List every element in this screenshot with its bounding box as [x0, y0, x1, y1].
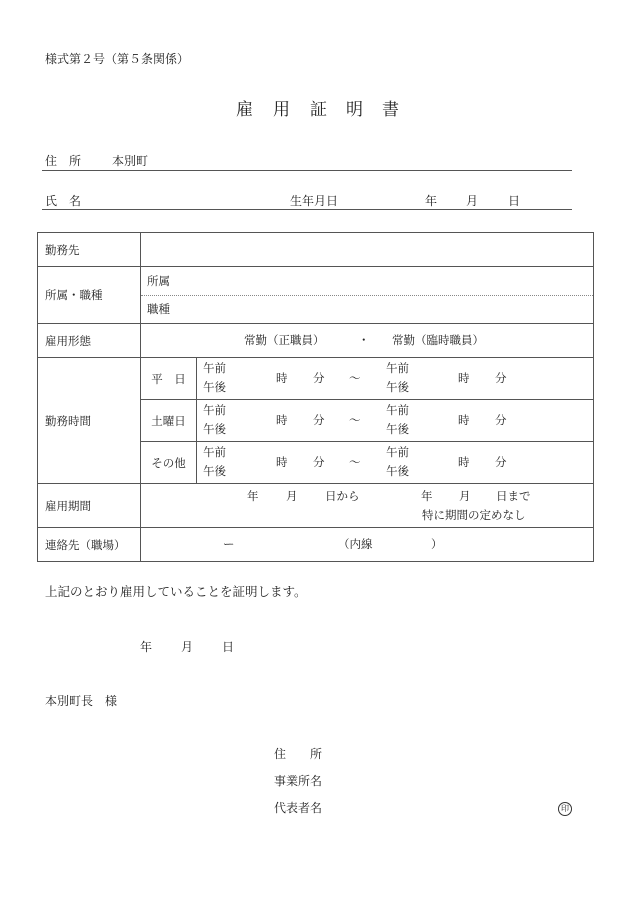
start-hour-label: 時	[276, 371, 288, 385]
certification-statement: 上記のとおり雇用していることを証明します。	[45, 584, 307, 599]
birth-year-label: 年	[425, 194, 438, 208]
extension-label: （内線	[338, 537, 373, 551]
start-am-label: 午前	[203, 361, 226, 375]
birth-day-label: 日	[508, 194, 521, 208]
workplace-label: 勤務先	[38, 233, 141, 267]
weekday-label: 平 日	[141, 358, 197, 400]
title-char: 雇	[236, 100, 253, 120]
address-value[interactable]: 本別町	[112, 154, 149, 168]
employment-period-label: 雇用期間	[38, 484, 141, 528]
title-char: 明	[346, 100, 363, 120]
employment-type-label: 雇用形態	[38, 324, 141, 358]
birth-month-label: 月	[466, 194, 479, 208]
employment-type-field[interactable]	[141, 324, 594, 358]
cert-month-label: 月	[181, 640, 194, 654]
employer-office-label: 事業所名	[274, 774, 323, 788]
cert-year-label: 年	[140, 640, 153, 654]
birthdate-label: 生年月日	[290, 194, 339, 208]
start-hour-label: 時	[276, 413, 288, 427]
employment-period-row	[38, 484, 594, 528]
address-underline	[42, 170, 572, 171]
title-char: 用	[273, 100, 290, 120]
workplace-contact-field[interactable]	[141, 528, 594, 562]
period-end-year: 年	[421, 489, 433, 503]
end-minute-label: 分	[495, 371, 507, 385]
regular-staff-option[interactable]: 常勤（正職員）	[244, 333, 325, 347]
option-separator: ・	[358, 333, 370, 347]
start-minute-label: 分	[313, 455, 325, 469]
start-pm-label: 午後	[203, 464, 226, 478]
other-hours-field[interactable]	[197, 442, 594, 484]
workplace-contact-label: 連絡先（職場）	[38, 528, 141, 562]
job-type-label: 職種	[147, 302, 170, 316]
employer-address-label: 住 所	[274, 747, 323, 761]
address-label: 住 所	[45, 154, 82, 168]
saturday-hours-field[interactable]	[197, 400, 594, 442]
affiliation-label: 所属・職種	[38, 267, 141, 324]
end-am-label: 午前	[386, 361, 409, 375]
start-pm-label: 午後	[203, 422, 226, 436]
start-am-label: 午前	[203, 445, 226, 459]
period-start-year: 年	[247, 489, 259, 503]
addressee: 本別町長 様	[45, 694, 118, 708]
cert-day-label: 日	[222, 640, 235, 654]
affiliation-divider	[141, 295, 593, 296]
seal-mark-icon: 印	[558, 802, 572, 816]
form-number: 様式第２号（第５条関係）	[45, 52, 190, 66]
phone-dash: ー	[223, 537, 235, 551]
end-minute-label: 分	[495, 413, 507, 427]
range-tilde: 〜	[349, 455, 361, 469]
no-fixed-period-option[interactable]: 特に期間の定めなし	[422, 508, 526, 522]
department-label: 所属	[147, 274, 170, 288]
start-am-label: 午前	[203, 403, 226, 417]
hours-row-weekday	[38, 358, 594, 400]
title-char: 証	[310, 100, 327, 120]
employment-type-row	[38, 324, 594, 358]
end-minute-label: 分	[495, 455, 507, 469]
start-pm-label: 午後	[203, 380, 226, 394]
employment-table	[37, 232, 594, 562]
start-minute-label: 分	[313, 413, 325, 427]
end-hour-label: 時	[458, 455, 470, 469]
end-hour-label: 時	[458, 371, 470, 385]
employer-rep-label: 代表者名	[274, 801, 323, 815]
end-pm-label: 午後	[386, 380, 409, 394]
affiliation-row	[38, 267, 594, 324]
name-label: 氏 名	[45, 194, 82, 208]
end-hour-label: 時	[458, 413, 470, 427]
workplace-field[interactable]	[141, 233, 594, 267]
end-pm-label: 午後	[386, 464, 409, 478]
start-hour-label: 時	[276, 455, 288, 469]
working-hours-label: 勤務時間	[38, 358, 141, 484]
end-am-label: 午前	[386, 403, 409, 417]
employment-period-field[interactable]	[141, 484, 594, 528]
other-day-label: その他	[141, 442, 197, 484]
affiliation-field[interactable]	[141, 267, 594, 324]
range-tilde: 〜	[349, 371, 361, 385]
end-pm-label: 午後	[386, 422, 409, 436]
saturday-label: 土曜日	[141, 400, 197, 442]
period-end-month: 月	[459, 489, 471, 503]
temporary-staff-option[interactable]: 常勤（臨時職員）	[392, 333, 484, 347]
range-tilde: 〜	[349, 413, 361, 427]
period-start-month: 月	[286, 489, 298, 503]
contact-row	[38, 528, 594, 562]
name-underline	[42, 209, 572, 210]
extension-close: ）	[431, 537, 443, 551]
workplace-row	[38, 233, 594, 267]
period-end-to: 日まで	[496, 489, 531, 503]
period-start-from: 日から	[325, 489, 360, 503]
weekday-hours-field[interactable]	[197, 358, 594, 400]
start-minute-label: 分	[313, 371, 325, 385]
title-char: 書	[382, 100, 399, 120]
end-am-label: 午前	[386, 445, 409, 459]
